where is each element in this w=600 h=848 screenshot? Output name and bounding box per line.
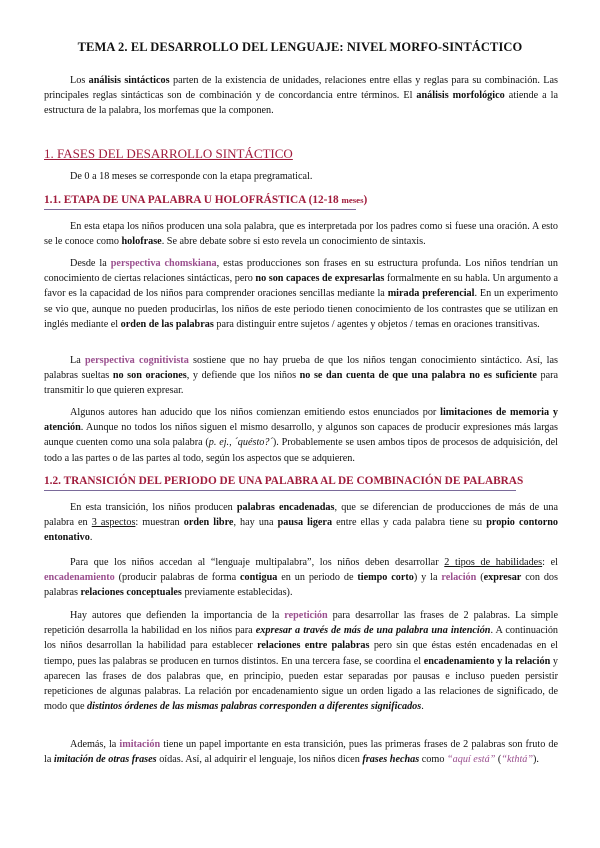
text-run: oídas. Así, al adquirir el lenguaje, los niños dicen: [156, 754, 363, 766]
text-run: . A continuación los niños desarrollan la habilidad para establecer: [44, 625, 559, 652]
text-run: no se dan cuenta de que una palabra no es suficiente: [299, 370, 537, 382]
memoria-paragraph: [44, 405, 558, 466]
text-run: Para que los niños accedan al “lenguaje multipalabra”, los niños deben desarrollar: [70, 557, 445, 568]
text-run: parten de la existencia de unidades, relaciones entre ellas y reglas para su combinación. Las principales reglas sintácticas son de combinación y de concordancia entre términos. El: [44, 75, 559, 102]
text-run: “aquí está”: [446, 754, 496, 766]
text-run: con dos palabras: [44, 572, 558, 599]
repeticion-paragraph: [44, 608, 558, 714]
text-run: , que se diferencian de producciones de más de una palabra en: [44, 502, 558, 529]
text-run: .: [89, 532, 93, 544]
text-run: 1.1. ETAPA DE UNA PALABRA U HOLOFRÁSTICA (12-18: [44, 194, 342, 206]
subsection-1-1-rule: [44, 209, 356, 210]
text-run: repetición: [284, 610, 328, 621]
text-run: formalmente en su habla. Un argumento a favor es la capacidad de los niños para comprender oraciones sencillas mediante la: [44, 273, 558, 300]
text-run: pero sin que éstas estén encadenadas en el tiempo, pues las palabras se producen en turnos distintos. En una tercera fase, se coordina el: [44, 640, 559, 667]
text-run: . Aunque no todos los niños siguen el mismo desarrollo, y algunos son capaces de producir expresiones más largas aunque cuenten como una sola palabra (: [44, 422, 558, 449]
text-run: análisis sintácticos: [88, 75, 170, 86]
text-run: , estas producciones son frases en su estructura profunda. Los niños tendrían un conocimiento de ciertas relaciones sintácticas, pero: [44, 258, 558, 285]
intro-paragraph: [44, 73, 558, 119]
encadenadas-paragraph: [44, 500, 558, 546]
text-run: perspectiva cognitivista: [84, 355, 189, 366]
text-run: . En un experimento se vio que, aunque no pueden producirlas, los niños de este periodo tienen conocimiento de los contrastes que se utilizan en inglés mediante el: [44, 288, 559, 330]
imitacion-paragraph: [44, 737, 558, 767]
text-run: (: [495, 754, 502, 766]
text-run: (: [476, 572, 484, 584]
text-run: atiende a la estructura de la palabra, los morfemas que la componen.: [44, 90, 558, 117]
text-run: orden libre: [183, 517, 234, 529]
text-run: tiempo corto: [357, 572, 414, 584]
text-run: en un periodo de: [277, 572, 358, 584]
section-1-heading: 1. FASES DEL DESARROLLO SINTÁCTICO: [44, 146, 293, 161]
text-run: distintos órdenes de las mismas palabras corresponden a diferentes significados: [87, 701, 422, 713]
text-run: Algunos autores han aducido que los niños comienzan emitiendo estos enunciados por: [70, 407, 441, 418]
text-run: encadenamiento y la relación: [423, 655, 551, 667]
text-run: : muestran: [135, 517, 184, 529]
text-run: mirada preferencial: [387, 288, 475, 300]
text-run: .: [421, 701, 424, 713]
text-run: , y defiende que los niños: [186, 370, 300, 382]
text-run: imitación de otras frases: [53, 754, 157, 766]
text-run: , hay una: [233, 517, 278, 529]
text-run: ).: [533, 754, 539, 766]
text-run: análisis morfológico: [416, 90, 505, 102]
text-run: Además, la: [70, 739, 120, 750]
text-run: contigua: [240, 572, 278, 584]
text-run: La: [70, 355, 85, 366]
text-run: para transmitir lo que quieren expresar.: [44, 370, 559, 397]
section-1-lead: De 0 a 18 meses se corresponde con la etapa pregramatical.: [70, 171, 313, 182]
text-run: para desarrollar las frases de 2 palabras. La simple repetición desarrolla la habilidad en los niños para: [44, 610, 558, 637]
text-run: En esta transición, los niños producen: [70, 502, 237, 513]
text-run: Desde la: [70, 258, 111, 269]
chomskiana-paragraph: [44, 256, 558, 332]
text-run: ) y la: [413, 572, 442, 584]
text-run: como: [419, 754, 447, 766]
text-run: orden de las palabras: [120, 318, 214, 330]
text-run: y aparecen las frases de dos palabras que, en principio, pueden estar separadas por pausas e incluso pueden persistir repeticiones de algunas palabras. La relación por encadenamiento sigue un orden ligado a las relaciones de significado, de modo que: [44, 655, 559, 713]
text-run: Hay autores que defienden la importancia de la: [70, 610, 285, 621]
text-run: no son oraciones: [112, 370, 187, 382]
subsection-1-1-heading: [44, 193, 367, 208]
text-run: relaciones entre palabras: [257, 640, 370, 652]
text-run: expresar a través de más de una palabra una intención: [255, 625, 491, 637]
text-run: relaciones conceptuales: [80, 587, 182, 599]
text-run: para distinguir entre sujetos / agentes y objetos / temas en oraciones transitivas.: [213, 318, 540, 330]
text-run: relación: [441, 572, 477, 584]
text-run: 2 tipos de habilidades: [444, 557, 543, 568]
text-run: p. ej., ´quésto?´: [208, 437, 273, 449]
text-run: ): [363, 194, 368, 206]
text-run: : el: [542, 557, 558, 568]
document-title: TEMA 2. EL DESARROLLO DEL LENGUAJE: NIVEL MORFO-SINTÁCTICO: [77, 40, 523, 54]
text-run: expresar: [483, 572, 522, 584]
text-run: ). Probablemente se usen ambos tipos de procesos de adquisición, del todo a las partes o de las partes al todo, según los aspectos que se adquieren.: [44, 437, 558, 464]
text-run: . Se abre debate sobre si esto revela un conocimiento de sintaxis.: [161, 236, 426, 248]
text-run: imitación: [119, 739, 161, 750]
text-run: (producir palabras de forma: [114, 572, 240, 584]
text-run: “kthtá”: [501, 754, 534, 766]
text-run: holofrase: [121, 236, 162, 248]
text-run: frases hechas: [362, 754, 420, 766]
text-run: palabras encadenadas: [236, 502, 335, 513]
habilidades-paragraph: [44, 555, 558, 601]
text-run: limitaciones de memoria y atención: [44, 407, 558, 434]
subsection-1-2-heading: 1.2. TRANSICIÓN DEL PERIODO DE UNA PALABRA AL DE COMBINACIÓN DE PALABRAS: [44, 475, 524, 487]
text-run: meses: [341, 195, 364, 205]
text-run: Los: [70, 75, 89, 86]
text-run: tiene un papel importante en esta transición, pues las primeras frases de 2 palabras son fruto de la: [44, 739, 558, 766]
text-run: no son capaces de expresarlas: [255, 273, 385, 285]
text-run: encadenamiento: [44, 572, 115, 584]
holofrase-paragraph: [44, 219, 558, 249]
text-run: propio contorno entonativo: [44, 517, 559, 544]
text-run: pausa ligera: [277, 517, 333, 529]
cognitivista-paragraph: [44, 353, 558, 399]
text-run: sostiene que no hay prueba de que los niños tengan conocimiento sintáctico. Así, las palabras sueltas: [44, 355, 558, 382]
subsection-1-2-rule: [44, 490, 516, 491]
text-run: 3 aspectos: [91, 517, 136, 529]
text-run: entre ellas y cada palabra tiene su: [332, 517, 487, 529]
text-run: previamente establecidas).: [181, 587, 293, 599]
text-run: perspectiva chomskiana: [110, 258, 217, 269]
text-run: En esta etapa los niños producen una sola palabra, que es interpretada por los padres como si fuese una oración. A esto se le conoce como: [44, 221, 558, 248]
